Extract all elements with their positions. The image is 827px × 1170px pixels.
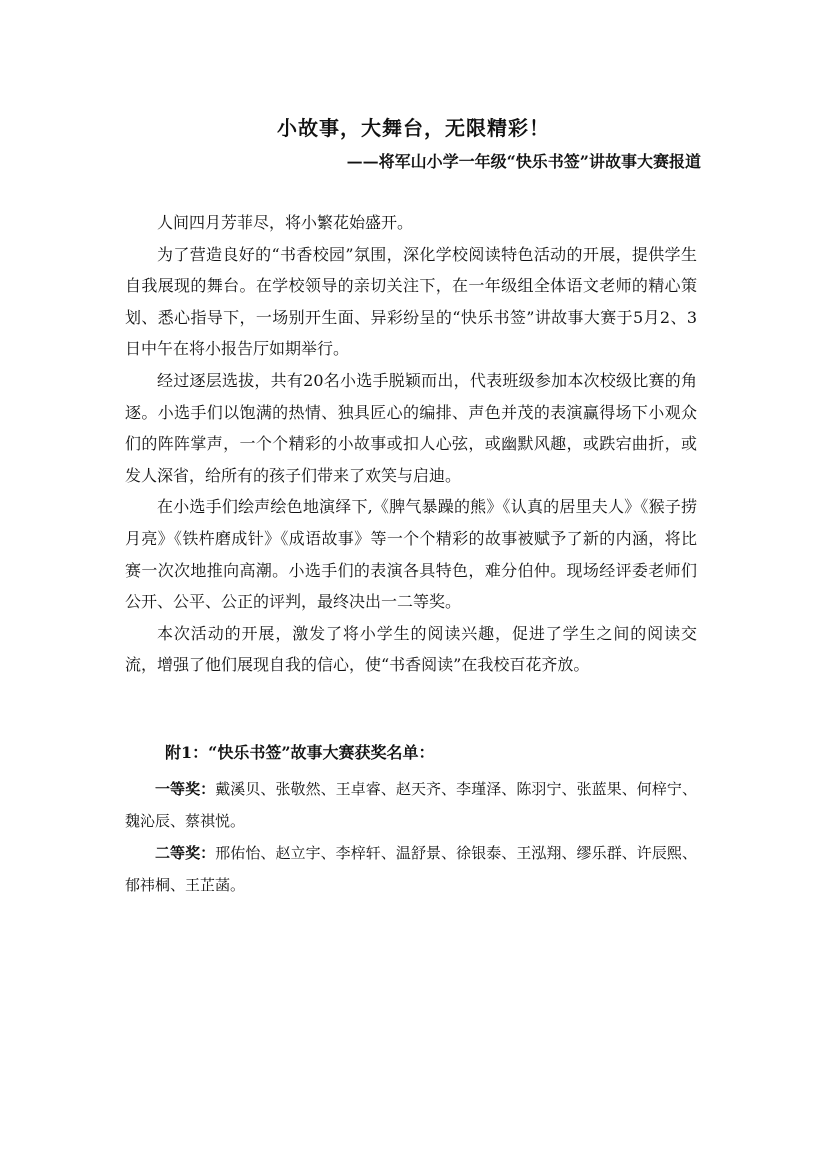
- second-prize-label: 二等奖：: [155, 844, 216, 862]
- second-prize-names: 邢佑怡、赵立宇、李梓轩、温舒景、徐银泰、王泓翔、缪乐群、许辰熙、郁祎桐、王芷菡。: [125, 844, 697, 894]
- paragraph-1: 人间四月芳菲尽，将小繁花始盛开。: [157, 213, 414, 232]
- award-list-heading: 附1：“快乐书签”故事大赛获奖名单：: [165, 743, 435, 762]
- paragraph-3: 经过逐层选拔，共有20名小选手脱颖而出，代表班级参加本次校级比赛的角逐。小选手们以饱满的热情、独具匠心的编排、声色并茂的表演赢得场下小观众们的阵阵掌声，一个个精彩的小故事或扣人心弦，或幽默风趣，或跌宕曲折，或发人深省，给所有的孩子们带来了欢笑与启迪。: [125, 370, 697, 485]
- paragraph-4: 在小选手们绘声绘色地演绎下,《脾气暴躁的熊》《认真的居里夫人》《猴子捞月亮》《铁杵磨成针》《成语故事》等一个个精彩的故事被赋予了新的内涵，将比赛一次次地推向高潮。小选手们的表演各具特色，难分伯仲。现场经评委老师们公开、公平、公正的评判，最终决出一二等奖。: [125, 497, 697, 612]
- article-body: [125, 207, 697, 681]
- second-prize: [125, 837, 697, 901]
- paragraph-2: 为了营造良好的“书香校园”氛围，深化学校阅读特色活动的开展，提供学生自我展现的舞台。在学校领导的亲切关注下，在一年级组全体语文老师的精心策划、悉心指导下，一场别开生面、异彩纷呈的“快乐书签”讲故事大赛于5月2、3日中午在将小报告厅如期举行。: [125, 244, 697, 359]
- award-list: [125, 737, 697, 901]
- page-subtitle: ——将军山小学一年级“快乐书签”讲故事大赛报道: [346, 152, 701, 171]
- first-prize-names: 戴溪贝、张敬然、王卓睿、赵天齐、李瑾泽、陈羽宁、张蓝果、何梓宁、魏沁辰、蔡祺悦。: [125, 780, 697, 830]
- paragraph-5: 本次活动的开展，激发了将小学生的阅读兴趣，促进了学生之间的阅读交流，增强了他们展现自我的信心，使“书香阅读”在我校百花齐放。: [125, 623, 697, 675]
- first-prize: [125, 773, 697, 837]
- page-title: 小故事，大舞台，无限精彩！: [277, 116, 550, 140]
- first-prize-label: 一等奖：: [155, 780, 216, 798]
